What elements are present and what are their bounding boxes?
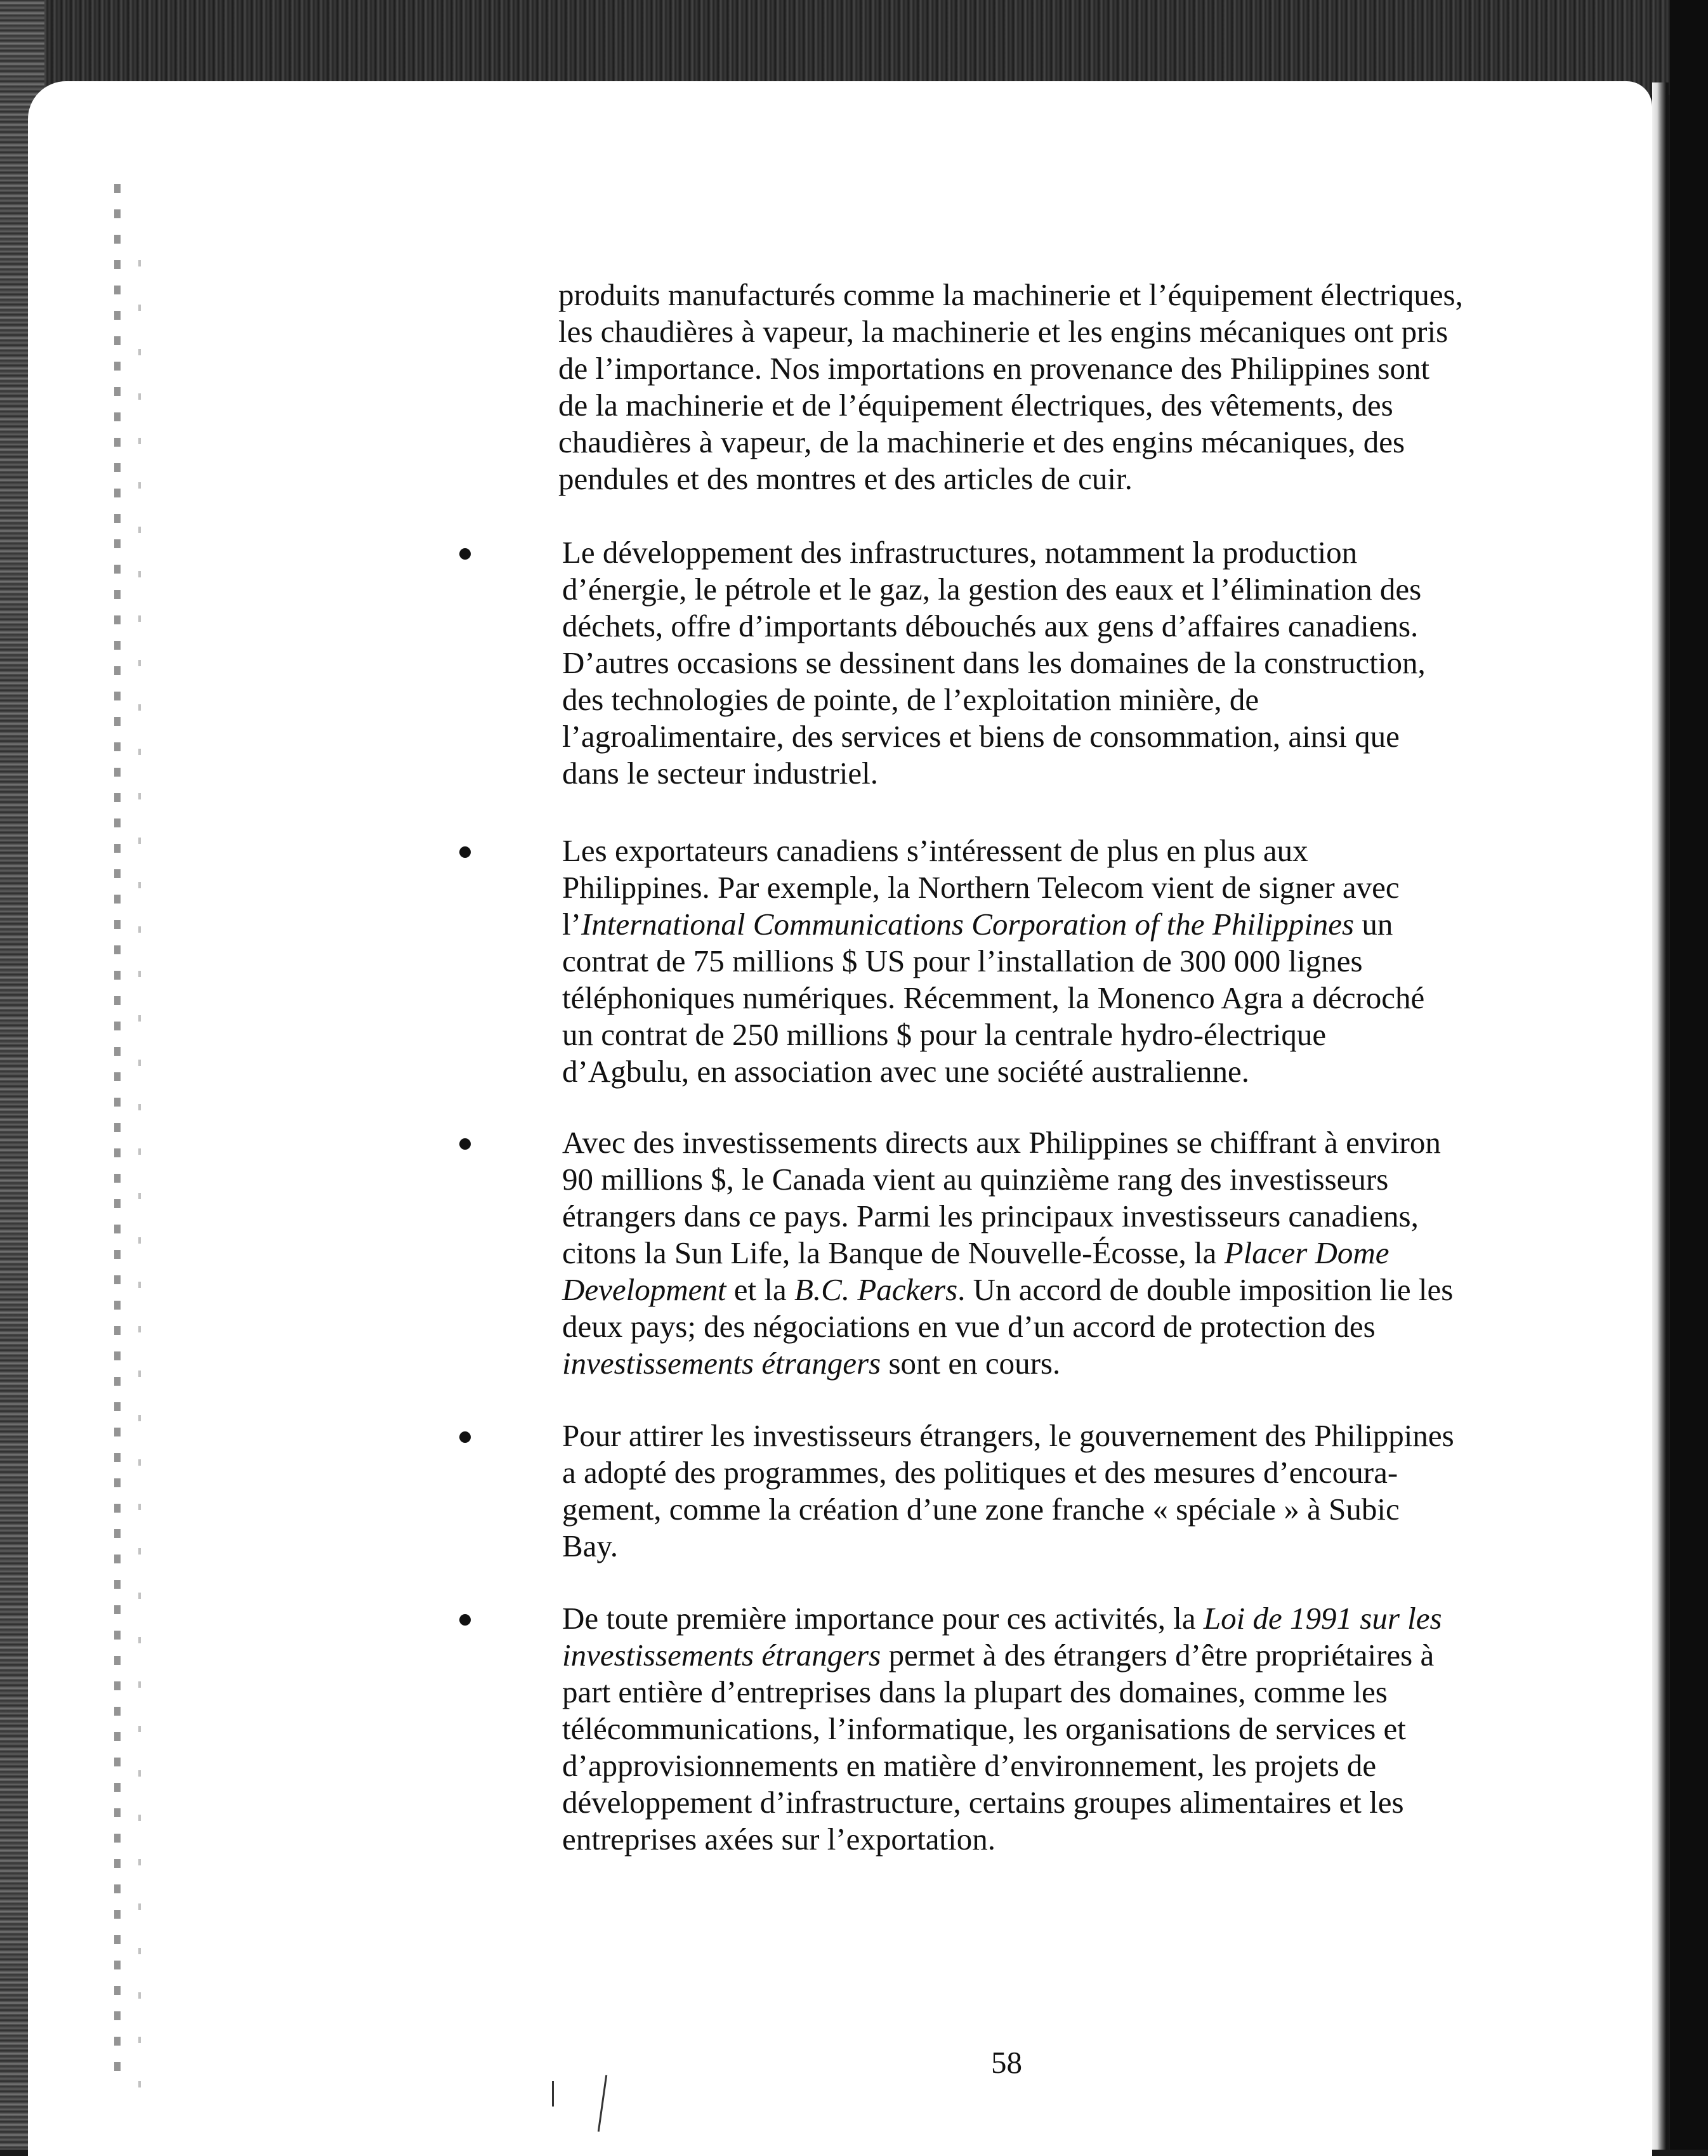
- text-line: développement d’infrastructure, certains groupes alimentaires et les: [562, 1785, 1404, 1820]
- scan-artifact: [598, 2075, 607, 2132]
- text-line: Le développement des infrastructures, notamment la production: [562, 535, 1358, 570]
- text-line: entreprises axées sur l’exportation.: [562, 1822, 996, 1857]
- text-line: chaudières à vapeur, de la machinerie et des engins mécaniques, des: [558, 424, 1405, 459]
- text-line: Avec des investissements directs aux Philippines se chiffrant à environ: [562, 1125, 1441, 1160]
- text-line: Pour attirer les investisseurs étrangers, le gouvernement des Philippines: [562, 1418, 1454, 1453]
- text-line: part entière d’entreprises dans la plupart des domaines, comme les: [562, 1674, 1388, 1709]
- text-line: d’énergie, le pétrole et le gaz, la gestion des eaux et l’élimination des: [562, 572, 1422, 607]
- text-line: étrangers dans ce pays. Parmi les principaux investisseurs canadiens,: [562, 1199, 1419, 1233]
- text-line: 90 millions $, le Canada vient au quinzième rang des investisseurs: [562, 1162, 1389, 1197]
- text-line: D’autres occasions se dessinent dans les domaines de la construction,: [562, 645, 1426, 680]
- text-line: investissements étrangers permet à des étrangers d’être propriétaires à: [562, 1638, 1435, 1673]
- text-line: dans le secteur industriel.: [562, 756, 879, 791]
- text-line: Bay.: [562, 1528, 618, 1563]
- bullet-icon: [459, 846, 471, 858]
- text-line: de l’importance. Nos importations en provenance des Philippines sont: [558, 351, 1430, 386]
- text-line: Philippines. Par exemple, la Northern Telecom vient de signer avec: [562, 870, 1400, 905]
- text-line: Les exportateurs canadiens s’intéressent de plus en plus aux: [562, 833, 1308, 868]
- text-line: pendules et des montres et des articles de cuir.: [558, 461, 1133, 496]
- text-line: a adopté des programmes, des politiques et des mesures d’encoura-: [562, 1455, 1398, 1490]
- scan-artifact: [552, 2081, 554, 2107]
- bullet-icon: [459, 1431, 471, 1443]
- lead-paragraph: [558, 277, 1535, 497]
- text-line: d’Agbulu, en association avec une société australienne.: [562, 1054, 1250, 1089]
- text-line: investissements étrangers sont en cours.: [562, 1346, 1061, 1381]
- text-line: un contrat de 250 millions $ pour la centrale hydro-électrique: [562, 1017, 1327, 1052]
- text-line: gement, comme la création d’une zone franche « spéciale » à Subic: [562, 1492, 1400, 1527]
- bullet-text: [562, 832, 1539, 1090]
- text-line: deux pays; des négociations en vue d’un accord de protection des: [562, 1309, 1376, 1344]
- bullet-text: [562, 1417, 1539, 1565]
- page-number: 58: [991, 2045, 1022, 2080]
- bullet-icon: [459, 548, 471, 560]
- text-line: De toute première importance pour ces activités, la Loi de 1991 sur les: [562, 1601, 1442, 1636]
- text-line: télécommunications, l’informatique, les organisations de services et: [562, 1711, 1406, 1746]
- text-line: produits manufacturés comme la machinerie et l’équipement électriques,: [558, 277, 1463, 312]
- text-line: téléphoniques numériques. Récemment, la Monenco Agra a décroché: [562, 980, 1425, 1015]
- bullet-text: [562, 1600, 1539, 1858]
- bullet-text: [562, 534, 1539, 792]
- text-line: Development et la B.C. Packers. Un accord de double imposition lie les: [562, 1272, 1454, 1307]
- text-line: l’agroalimentaire, des services et biens de consommation, ainsi que: [562, 719, 1400, 754]
- text-line: d’approvisionnements en matière d’environnement, les projets de: [562, 1748, 1377, 1783]
- bullet-icon: [459, 1614, 471, 1626]
- text-line: les chaudières à vapeur, la machinerie et les engins mécaniques ont pris: [558, 314, 1449, 349]
- text-line: de la machinerie et de l’équipement électriques, des vêtements, des: [558, 388, 1393, 423]
- text-line: citons la Sun Life, la Banque de Nouvelle-Écosse, la Placer Dome: [562, 1235, 1389, 1270]
- bullet-text: [562, 1124, 1539, 1382]
- text-line: l’International Communications Corporation of the Philippines un: [562, 907, 1393, 942]
- text-line: contrat de 75 millions $ US pour l’installation de 300 000 lignes: [562, 943, 1363, 978]
- text-line: des technologies de pointe, de l’exploitation minière, de: [562, 682, 1259, 717]
- text-line: déchets, offre d’importants débouchés aux gens d’affaires canadiens.: [562, 608, 1419, 643]
- bullet-icon: [459, 1138, 471, 1150]
